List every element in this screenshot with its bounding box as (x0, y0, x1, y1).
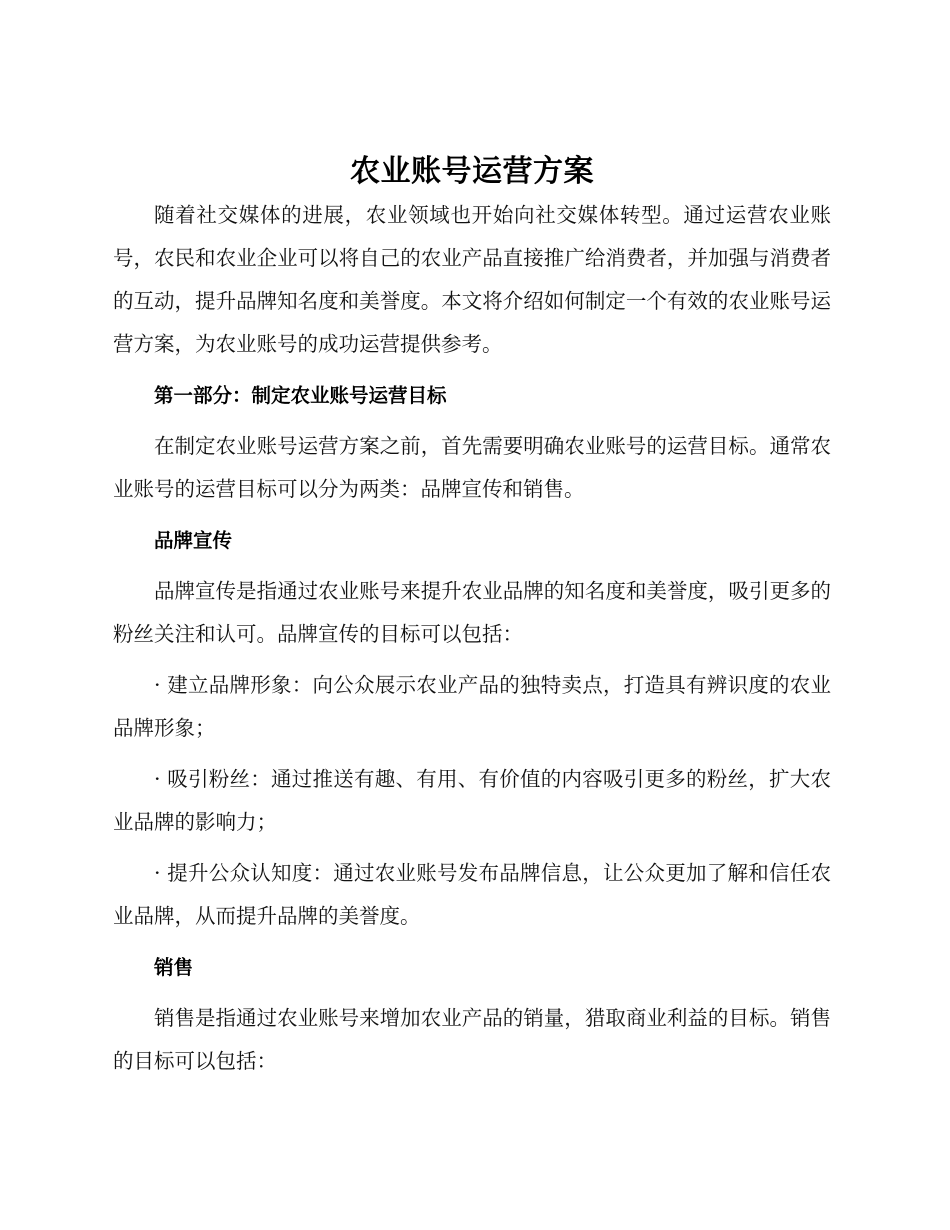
intro-paragraph: 随着社交媒体的进展，农业领域也开始向社交媒体转型。通过运营农业账号，农民和农业企业可以将自己的农业产品直接推广给消费者，并加强与消费者的互动，提升品牌知名度和美誉度。本文将介绍如何制定一个有效的农业账号运营方案，为农业账号的成功运营提供参考。 (113, 203, 831, 356)
document-title: 农业账号运营方案 (350, 154, 594, 189)
brand-list-item: · 提升公众认知度：通过农业账号发布品牌信息，让公众更加了解和信任农业品牌，从而提升品牌的美誉度。 (113, 861, 831, 928)
brand-paragraph: 品牌宣传是指通过农业账号来提升农业品牌的知名度和美誉度，吸引更多的粉丝关注和认可。品牌宣传的目标可以包括： (113, 579, 831, 646)
sales-paragraph: 销售是指通过农业账号来增加农业产品的销量，猎取商业利益的目标。销售的目标可以包括： (113, 1006, 831, 1073)
sales-heading: 销售 (153, 956, 193, 979)
brand-heading: 品牌宣传 (153, 529, 232, 552)
brand-list-item: · 建立品牌形象：向公众展示农业产品的独特卖点，打造具有辨识度的农业品牌形象； (113, 673, 831, 740)
brand-list-item: · 吸引粉丝：通过推送有趣、有用、有价值的内容吸引更多的粉丝，扩大农业品牌的影响力； (113, 767, 831, 834)
part1-heading: 第一部分：制定农业账号运营目标 (153, 384, 447, 407)
part1-paragraph: 在制定农业账号运营方案之前，首先需要明确农业账号的运营目标。通常农业账号的运营目标可以分为两类：品牌宣传和销售。 (113, 434, 831, 501)
document-page (113, 150, 831, 1083)
